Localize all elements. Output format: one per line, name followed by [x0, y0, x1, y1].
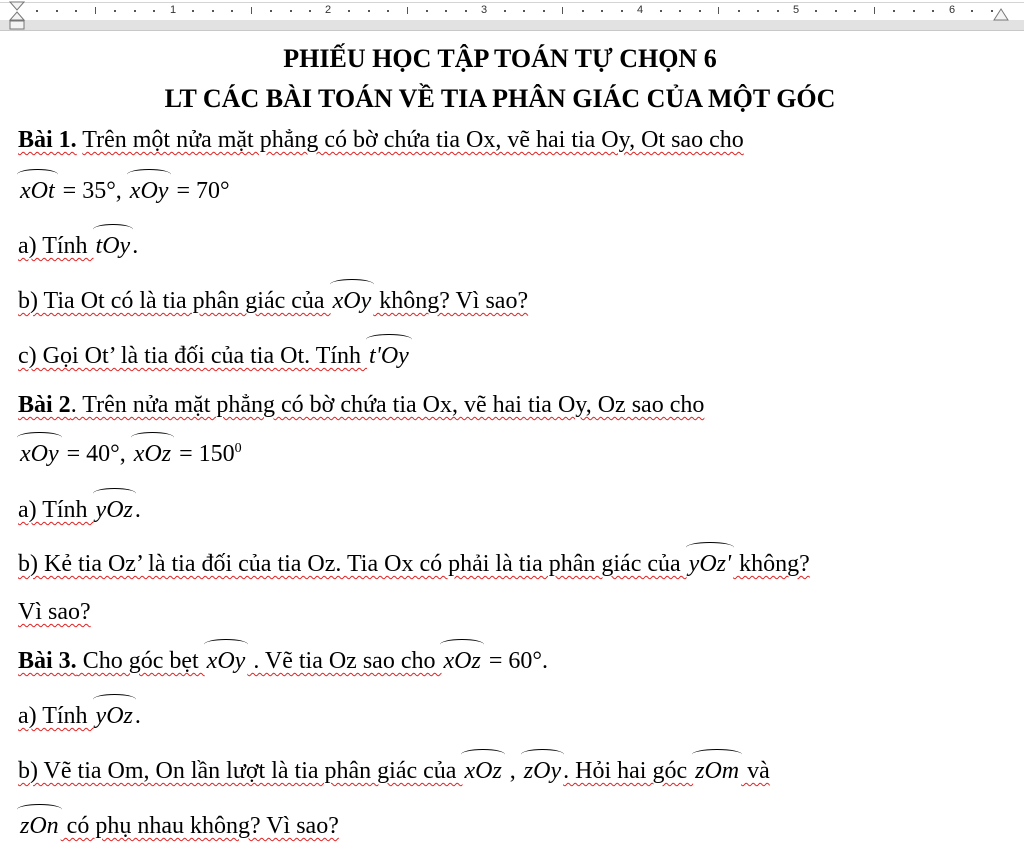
ruler-tick: [95, 7, 96, 14]
bai3-label: Bài 3.: [18, 648, 77, 674]
ruler-number: 1: [169, 4, 177, 16]
ruler-tick: [309, 10, 311, 12]
ruler-tick: [971, 10, 973, 12]
angle-yOz: yOz: [95, 497, 133, 523]
angle-xOt: xOt: [20, 178, 55, 204]
ruler-tick: [192, 10, 194, 12]
punct: .: [134, 703, 141, 729]
ruler-tick: [75, 10, 77, 12]
bai2-label: Bài 2: [18, 392, 71, 418]
superscript: 0: [234, 441, 242, 456]
ruler-tick: [56, 10, 58, 12]
ruler-tick: [562, 7, 563, 14]
ruler-tick: [36, 10, 38, 12]
part-b-suffix: không?: [733, 551, 810, 577]
angle-xOz: xOz: [464, 758, 502, 784]
ruler-tick: [854, 10, 856, 12]
ruler-tick: [874, 7, 875, 14]
bai2-part-a: [18, 497, 141, 524]
right-indent-marker-icon[interactable]: [992, 8, 1010, 22]
ruler-tick: [504, 10, 506, 12]
equation-text: = 40°,: [60, 441, 132, 467]
bai1-label: Bài 1.: [18, 127, 77, 153]
angle-xOy: xOy: [332, 288, 372, 314]
angle-yOz: yOz: [95, 703, 133, 729]
ruler-tick: [835, 10, 837, 12]
bai2-part-b-cont: [18, 599, 91, 626]
bai1-given: [18, 178, 230, 205]
bai2-text: . Trên nửa mặt phẳng có bờ chứa tia Ox, vẽ hai tia Oy, Oz sao cho: [70, 392, 705, 418]
ruler-tick: [212, 10, 214, 12]
ruler-tick: [757, 10, 759, 12]
ruler-tick: [251, 7, 252, 14]
equation-text: = 60°.: [482, 648, 548, 674]
ruler-tick: [465, 10, 467, 12]
ruler-tick: [913, 10, 915, 12]
left-indent-marker-icon[interactable]: [8, 0, 26, 30]
bai3-part-b-cont: [18, 813, 339, 840]
part-b-text: b) Kẻ tia Oz’ là tia đối của tia Oz. Tia Ox có phải là tia phân giác của: [18, 551, 687, 577]
bai1-part-b: [18, 288, 528, 315]
part-b-continuation: Vì sao?: [18, 599, 91, 625]
part-a-text: a) Tính: [18, 703, 94, 729]
ruler-tick: [445, 10, 447, 12]
part-b-text: và: [741, 758, 770, 784]
part-b-text: . Hỏi hai góc: [563, 758, 694, 784]
ruler-number: 4: [636, 4, 644, 16]
part-b-text: b) Vẽ tia Om, On lần lượt là tia phân giác của: [18, 758, 463, 784]
ruler-tick: [290, 10, 292, 12]
equation-text: = 150: [173, 441, 235, 467]
ruler-tick: [134, 10, 136, 12]
ruler-tick: [621, 10, 623, 12]
angle-tOy: tOy: [95, 233, 131, 259]
ruler-tick: [270, 10, 272, 12]
ruler-tick: [114, 10, 116, 12]
ruler-number: 6: [948, 4, 956, 16]
horizontal-ruler[interactable]: [0, 0, 1024, 31]
worksheet-subtitle: LT CÁC BÀI TOÁN VỀ TIA PHÂN GIÁC CỦA MỘT GÓC: [164, 84, 836, 113]
part-c-text: c) Gọi Ot’ là tia đối của tia Ot. Tính: [18, 343, 368, 369]
ruler-tick: [679, 10, 681, 12]
ruler-tick: [601, 10, 603, 12]
worksheet-title: PHIẾU HỌC TẬP TOÁN TỰ CHỌN 6: [283, 44, 717, 73]
angle-zOy: zOy: [523, 758, 562, 784]
bai3-part-b: [18, 758, 770, 785]
part-a-text: a) Tính: [18, 497, 94, 523]
ruler-tick: [153, 10, 155, 12]
bai3-part-a: [18, 703, 141, 730]
angle-xOy: xOy: [129, 178, 169, 204]
ruler-number: 5: [792, 4, 800, 16]
part-b-text: b) Tia Ot có là tia phân giác của: [18, 288, 331, 314]
angle-xOy: xOy: [206, 648, 246, 674]
ruler-tick: [407, 7, 408, 14]
ruler-tick: [893, 10, 895, 12]
punct: .: [132, 233, 139, 259]
part-b-suffix: không? Vì sao?: [373, 288, 529, 314]
ruler-tick: [699, 10, 701, 12]
part-b-continuation: có phụ nhau không? Vì sao?: [60, 813, 339, 839]
angle-xOz: xOz: [133, 441, 172, 467]
ruler-tick: [368, 10, 370, 12]
bai1-part-c: [18, 343, 411, 370]
bai3-intro: [18, 648, 548, 675]
ruler-number: 2: [324, 4, 332, 16]
ruler-tick: [738, 10, 740, 12]
angle-xOz: xOz: [443, 648, 481, 674]
ruler-tick: [387, 10, 389, 12]
ruler-tick: [426, 10, 428, 12]
angle-yOz-prime: yOz': [688, 551, 732, 577]
angle-t-prime-Oy: t'Oy: [369, 343, 409, 369]
ruler-tick: [582, 10, 584, 12]
angle-xOy: xOy: [20, 441, 59, 467]
ruler-tick: [523, 10, 525, 12]
part-a-text: a) Tính: [18, 233, 94, 259]
bai1-intro: [18, 127, 744, 154]
angle-zOm: zOm: [695, 758, 740, 784]
bai2-intro: [18, 392, 704, 419]
ruler-tick: [231, 10, 233, 12]
equation-text: = 70°: [170, 178, 230, 204]
ruler-tick: [718, 7, 719, 14]
ruler-tick: [815, 10, 817, 12]
ruler-tick: [543, 10, 545, 12]
bai3-text: Cho góc bẹt: [76, 648, 205, 674]
bai1-part-a: [18, 233, 138, 260]
bai1-text: Trên một nửa mặt phẳng có bờ chứa tia Ox, vẽ hai tia Oy, Ot sao cho: [82, 127, 744, 153]
punct: ,: [503, 758, 522, 784]
ruler-tick: [932, 10, 934, 12]
bai2-given: [18, 441, 242, 468]
bai2-part-b: [18, 551, 810, 578]
ruler-band: [0, 20, 1024, 30]
punct: .: [134, 497, 141, 523]
ruler-tick: [660, 10, 662, 12]
bai3-text: . Vẽ tia Oz sao cho: [247, 648, 442, 674]
ruler-number: 3: [480, 4, 488, 16]
angle-zOn: zOn: [20, 813, 59, 839]
ruler-tick: [348, 10, 350, 12]
ruler-tick: [777, 10, 779, 12]
equation-text: = 35°,: [56, 178, 128, 204]
